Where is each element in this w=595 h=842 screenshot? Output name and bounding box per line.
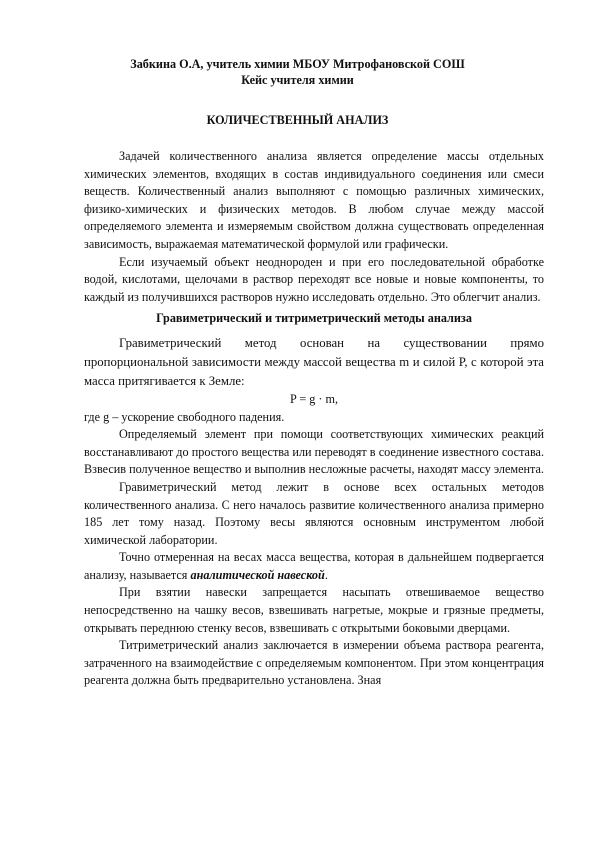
- case-subtitle: Кейс учителя химии: [241, 73, 354, 87]
- sample-term: аналитической навеской: [190, 567, 325, 582]
- formula: P = g · m,: [289, 391, 339, 406]
- paragraph-heterogeneous: Если изучаемый объект неоднороден и при его последовательной обработке водой, кислотами, щелочами в раствор переходят все новые и новые компоненты, то каждый из получившихся растворов нужно исследовать отдельно. Это облегчит анализ.: [84, 254, 544, 304]
- g-prefix: где: [84, 409, 104, 424]
- paragraph-element-reduction: Определяемый элемент при помощи соответствующих химических реакций восстанавливают до простого вещества или переводят в соединение известного состава. Взвесив полученное вещество и выполнив несложные расчеты, находят массу элемента.: [84, 427, 544, 477]
- paragraph-g-definition: [84, 409, 544, 427]
- author-line: Забкина О.А, учитель химии МБОУ Митрофановской СОШ: [130, 57, 465, 71]
- section-heading: Гравиметрический и титриметрический методы анализа: [156, 311, 472, 326]
- paragraph-sample: [84, 549, 544, 584]
- g-symbol: g: [103, 409, 110, 424]
- sample-end: .: [324, 567, 328, 582]
- paragraph-weighing-rules: При взятии навески запрещается насыпать отвешиваемое вещество непосредственно на чашку весов, взвешивать нагретые, мокрые и грязные предметы, открывать переднюю стенку весов, взвешивать с открытыми боковыми дверцами.: [84, 585, 544, 635]
- paragraph-method-basis: Гравиметрический метод лежит в основе всех остальных методов количественного анализа. С него началось развитие количественного анализа примерно 185 лет тому назад. Поэтому весы являются основным инструментом любой химической лаборатории.: [84, 479, 544, 547]
- paragraph-intro: Задачей количественного анализа является определение массы отдельных химических элементов, входящих в состав индивидуального соединения или смеси веществ. Количественный анализ выполняют с помощью различных химических, физико-химических и физических методов. В любом случае между массой определяемого элемента и измеряемым свойством должна существовать определенная зависимость, выражаемая математической формулой или графически.: [84, 149, 544, 251]
- document-title: КОЛИЧЕСТВЕННЫЙ АНАЛИЗ: [206, 113, 389, 127]
- paragraph-titrimetric: Титриметрический анализ заключается в измерении объема раствора реагента, затраченного на взаимодействие с определяемым компонентом. При этом концентрация реагента должна быть предварительно установлена. Зная: [84, 638, 544, 688]
- sample-text: Точно отмеренная на весах масса вещества, которая в дальнейшем подвергается анализу, называется: [84, 550, 544, 582]
- paragraph-gravimetric: Гравиметрический метод основан на существовании прямо пропорциональной зависимости между массой вещества m и силой Р, с которой эта масса притягивается к Земле:: [84, 335, 544, 388]
- g-suffix: – ускорение свободного падения.: [109, 409, 285, 424]
- document-body: [84, 148, 544, 690]
